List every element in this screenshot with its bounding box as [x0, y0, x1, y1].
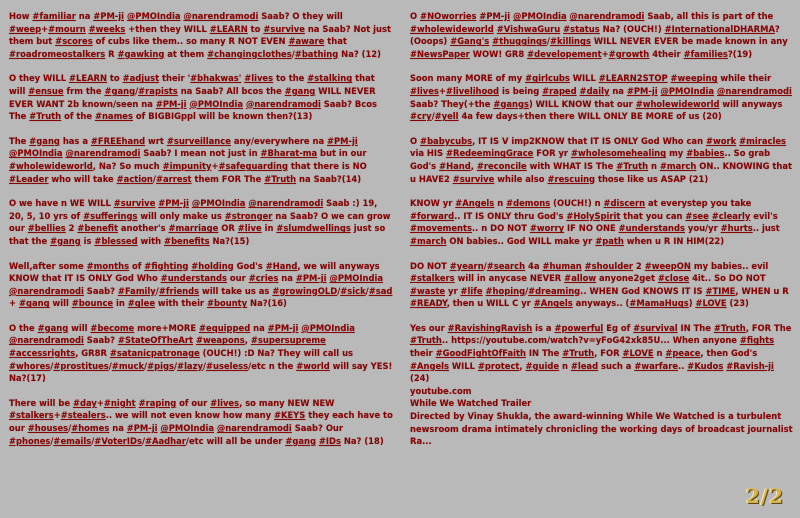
- hashtag-link[interactable]: #Truth: [562, 348, 595, 359]
- hashtag-link[interactable]: #PM-ji: [155, 98, 187, 109]
- hashtag-link[interactable]: #reconcile: [476, 160, 527, 171]
- tweet-paragraph-15: O we have n WE WILL #survive #PM-ji @PMOIndia @narendramodi Saab :) 19, 20, 5, 10 yrs of #sufferings will only make us #stronger na Saab? O we can grow our #bellies 2 #benefit another's #marriage OR #live in #slumdwellings just so that the #gang is #blessed with #benefits Na?(15): [9, 198, 391, 246]
- hashtag-link[interactable]: @narendramodi: [248, 198, 324, 209]
- hashtag-link[interactable]: @PMOIndia: [189, 98, 244, 109]
- tweet-paragraph-17: O the #gang will #become more+MORE #equipped na #PM-ji @PMOIndia @narendramodi Saab? #StateOfTheArt #weapons, #supersupreme #accessrights, GR8R #satanicpatronage (OUCH!) :D Na? They will call us #whores/#prostitues/#muck/#pigs/#lazy/#useless/etc n the #world will say YES! Na?(17): [9, 322, 393, 384]
- hashtag-link[interactable]: #VishwaGuru: [496, 23, 561, 34]
- hashtag-link[interactable]: #changingclothes: [207, 48, 292, 59]
- hashtag-link[interactable]: @narendramodi: [65, 148, 141, 159]
- hashtag-link[interactable]: #sick: [340, 285, 366, 296]
- hashtag-link[interactable]: #rapists: [138, 85, 178, 96]
- hashtag-link[interactable]: #sufferings: [83, 210, 138, 221]
- link-card-title[interactable]: While We Watched Trailer: [410, 398, 532, 409]
- hashtag-link[interactable]: #whores: [9, 360, 51, 371]
- link-card-description: Directed by Vinay Shukla, the award-winning While We Watched is a turbulent newsroom drama intimately chronicling the working days of broadcast journalist Ra...: [410, 411, 793, 447]
- hashtag-link[interactable]: #yell: [434, 111, 459, 122]
- hashtag-link[interactable]: #march: [410, 235, 447, 246]
- hashtag-link[interactable]: #guide: [525, 360, 560, 371]
- tweet-paragraph-13: O they WILL #LEARN to #adjust their '#bhakwas' #lives to the #stalking that will #ensue frm the #gang/#rapists na Saab? All bcos the #gang WILL NEVER EVER WANT 2b known/seen na #PM-ji @PMOIndia @narendramodi Saab? Bcos The #Truth of the #names of BIGBIGppl will be known then?(13): [9, 73, 377, 122]
- hashtag-link[interactable]: #bathing: [294, 48, 339, 59]
- hashtag-link[interactable]: #PM-ji: [267, 322, 299, 333]
- hashtag-link[interactable]: #understands: [160, 273, 228, 284]
- hashtag-link[interactable]: #raping: [138, 397, 177, 408]
- hashtag-link[interactable]: #phones: [9, 435, 51, 446]
- hashtag-link[interactable]: #sad: [368, 285, 393, 296]
- hashtag-link[interactable]: #close: [657, 273, 690, 284]
- hashtag-link[interactable]: #surveillance: [166, 135, 231, 146]
- hashtag-link[interactable]: #Hand: [265, 260, 298, 271]
- hashtag-link[interactable]: #weapons: [195, 335, 245, 346]
- hashtag-link[interactable]: #READY: [410, 298, 447, 309]
- tweet-paragraph-23: DO NOT #yearn/#search 4a #human #shoulder 2 #weepON my babies.. evil #stalkers will in anycase NEVER #allow anyone2get #close 4it.. So DO NOT #waste yr #life #hoping/#dreaming.. WHEN God KNOWS IT IS #TIME, WHEN u R #READY, then u WILL C yr #Angels anyways.. (#MamaHugs) #LOVE (23): [410, 260, 789, 309]
- hashtag-link[interactable]: #InternationalDHARMA: [664, 23, 775, 34]
- hashtag-link[interactable]: #peace: [665, 348, 701, 359]
- hashtag-link[interactable]: #slumdwellings: [276, 223, 351, 234]
- hashtag-link[interactable]: #thuggings: [492, 36, 547, 47]
- hashtag-link[interactable]: #Angels: [533, 298, 573, 309]
- hashtag-link[interactable]: #Angels: [455, 198, 495, 209]
- hashtag-link[interactable]: #powerful: [554, 322, 604, 333]
- hashtag-link[interactable]: #PM-ji: [295, 273, 327, 284]
- hashtag-link[interactable]: #scores: [55, 36, 93, 47]
- hashtag-link[interactable]: #LEARN: [69, 73, 108, 84]
- hashtag-link[interactable]: #RedeemingGrace: [445, 148, 534, 159]
- hashtag-link[interactable]: #human: [542, 260, 582, 271]
- hashtag-link[interactable]: #cry: [410, 111, 432, 122]
- hashtag-link[interactable]: #useless: [205, 360, 249, 371]
- hashtag-link[interactable]: @PMOIndia: [160, 423, 214, 434]
- hashtag-link[interactable]: #understands: [618, 223, 685, 234]
- hashtag-link[interactable]: #accessrights: [9, 348, 76, 359]
- hashtag-link[interactable]: #girlcubs: [525, 73, 570, 84]
- hashtag-link[interactable]: #babies: [686, 148, 725, 159]
- hashtag-link[interactable]: #day: [72, 397, 97, 408]
- hashtag-link[interactable]: @PMOIndia: [513, 11, 567, 21]
- hashtag-link[interactable]: @PMOIndia: [126, 11, 181, 21]
- hashtag-link[interactable]: #marriage: [168, 223, 219, 234]
- hashtag-link[interactable]: #benefits: [164, 235, 210, 246]
- hashtag-link[interactable]: #allow: [564, 273, 597, 284]
- hashtag-link[interactable]: #cries: [248, 273, 279, 284]
- hashtag-link[interactable]: #miracles: [739, 135, 787, 146]
- hashtag-link[interactable]: #fights: [739, 335, 775, 346]
- hashtag-link[interactable]: @narendramodi: [245, 98, 321, 109]
- hashtag-link[interactable]: @PMOIndia: [9, 148, 63, 159]
- hashtag-link[interactable]: #shoulder: [584, 260, 634, 271]
- hashtag-link[interactable]: #stealers: [60, 410, 106, 421]
- hashtag-link[interactable]: #HolySpirit: [566, 210, 621, 221]
- hashtag-link[interactable]: #wholesomehealing: [570, 148, 667, 159]
- hashtag-link[interactable]: #march: [659, 160, 697, 171]
- hashtag-link[interactable]: #pigs: [147, 360, 174, 371]
- hashtag-link[interactable]: #growingOLD: [272, 285, 338, 296]
- hashtag-link[interactable]: #ensue: [28, 85, 64, 96]
- hashtag-link[interactable]: #arrest: [155, 173, 192, 184]
- hashtag-link[interactable]: #FREEhand: [90, 135, 146, 146]
- hashtag-link[interactable]: #PM-ji: [126, 423, 158, 434]
- hashtag-link[interactable]: #emails: [53, 435, 92, 446]
- hashtag-link[interactable]: #forward: [410, 210, 455, 221]
- hashtag-link[interactable]: #NewsPaper: [410, 48, 470, 59]
- hashtag-link[interactable]: @narendramodi: [216, 423, 292, 434]
- hashtag-link[interactable]: #movements: [410, 223, 472, 234]
- hashtag-link[interactable]: #wholewideworld: [9, 160, 93, 171]
- hashtag-link[interactable]: #houses: [27, 423, 69, 434]
- hashtag-link[interactable]: #IDs: [318, 435, 341, 446]
- hashtag-link[interactable]: #NOworries: [420, 11, 477, 21]
- hashtag-link[interactable]: #satanicpatronage: [109, 348, 200, 359]
- hashtag-link[interactable]: #survive: [263, 23, 305, 34]
- hashtag-link[interactable]: #Gang's: [450, 36, 490, 47]
- hashtag-link[interactable]: #Hand: [439, 160, 471, 171]
- hashtag-link[interactable]: @PMOIndia: [191, 198, 246, 209]
- hashtag-link[interactable]: #benefit: [77, 223, 118, 234]
- hashtag-link[interactable]: #Aadhar: [145, 435, 186, 446]
- hashtag-link[interactable]: #wholewideworld: [635, 98, 720, 109]
- hashtag-link[interactable]: #babycubs: [420, 135, 473, 146]
- hashtag-link[interactable]: #gang: [29, 135, 60, 146]
- hashtag-link[interactable]: #Truth: [616, 160, 649, 171]
- hashtag-link[interactable]: #survival: [633, 322, 678, 333]
- hashtag-link[interactable]: #GoodFightOfFaith: [435, 348, 527, 359]
- hashtag-link[interactable]: #Angels: [410, 360, 449, 371]
- hashtag-link[interactable]: @narendramodi: [717, 85, 792, 96]
- tweet-text-24: Yes our #RavishingRavish is a #powerful Eg of #survival IN The #Truth, FOR The #Truth.. https://youtube.com/watch?v=yFoG42xk85U... When anyone #fights their #GoodFightOfFaith IN The #Truth, FOR #LOVE n #peace, then God's #Angels WILL #protect, #guide n #lead such a #warfare.. #Kudos #Ravish-ji (24): [410, 322, 792, 384]
- hashtag-link[interactable]: #stalkers: [410, 273, 455, 284]
- tweet-paragraph-24: [410, 322, 794, 448]
- hashtag-link[interactable]: #blessed: [94, 235, 138, 246]
- hashtag-link[interactable]: #warfare: [634, 360, 679, 371]
- hashtag-link[interactable]: #weep: [9, 23, 42, 34]
- hashtag-link[interactable]: #path: [595, 235, 624, 246]
- link-card-domain[interactable]: youtube.com: [410, 385, 472, 396]
- hashtag-link[interactable]: @narendramodi: [183, 11, 259, 21]
- hashtag-link[interactable]: #bellies: [27, 223, 66, 234]
- hashtag-link[interactable]: #world: [296, 360, 330, 371]
- hashtag-link[interactable]: #bounce: [71, 298, 114, 309]
- tweet-paragraph-12: How #familiar na #PM-ji @PMOIndia @narendramodi Saab? O they will #weep+#mourn #weeks +then they WILL #LEARN to #survive na Saab? Not just them but #scores of cubs like them.. so many R NOT EVEN #aware that #roadromeostalkers R #gawking at them #changingclothes/#bathing Na? (12): [9, 11, 391, 59]
- hashtag-link[interactable]: @narendramodi: [9, 285, 84, 296]
- hashtag-link[interactable]: #Kudos: [687, 360, 724, 371]
- hashtag-link[interactable]: #killings: [549, 36, 591, 47]
- hashtag-link[interactable]: #lazy: [177, 360, 203, 371]
- hashtag-link[interactable]: #dreaming: [528, 285, 581, 296]
- hashtag-link[interactable]: #bounty: [206, 298, 248, 309]
- hashtag-link[interactable]: #worry: [529, 223, 565, 234]
- hashtag-link[interactable]: #lives: [244, 73, 274, 84]
- hashtag-link[interactable]: #lives: [410, 85, 439, 96]
- hashtag-link[interactable]: #demons: [506, 198, 551, 209]
- hashtag-link[interactable]: #rescuing: [547, 173, 596, 184]
- hashtag-link[interactable]: #night: [103, 397, 136, 408]
- hashtag-link[interactable]: @PMOIndia: [660, 85, 715, 96]
- hashtag-link[interactable]: #growth: [608, 48, 650, 59]
- hashtag-link[interactable]: #developement: [527, 48, 602, 59]
- hashtag-link[interactable]: #survive: [452, 173, 495, 184]
- hashtag-link[interactable]: #work: [705, 135, 737, 146]
- hashtag-link[interactable]: #names: [94, 111, 133, 122]
- hashtag-link[interactable]: #KEYS: [273, 410, 306, 421]
- hashtag-link[interactable]: #adjust: [122, 73, 160, 84]
- hashtag-link[interactable]: #stronger: [224, 210, 273, 221]
- left-column: [9, 10, 393, 447]
- hashtag-link[interactable]: #hurts: [720, 223, 753, 234]
- hashtag-link[interactable]: #become: [90, 322, 135, 333]
- hashtag-link[interactable]: #gang: [37, 322, 69, 333]
- hashtag-link[interactable]: #Truth: [264, 173, 297, 184]
- page-number: 2/2: [745, 484, 784, 508]
- hashtag-link[interactable]: #muck: [111, 360, 145, 371]
- hashtag-link[interactable]: #friends: [158, 285, 200, 296]
- hashtag-link[interactable]: #LEARN: [209, 23, 248, 34]
- hashtag-link[interactable]: #holding: [191, 260, 234, 271]
- hashtag-link[interactable]: #StateOfTheArt: [117, 335, 194, 346]
- hashtag-link[interactable]: #aware: [288, 36, 325, 47]
- hashtag-link[interactable]: #bhakwas': [190, 73, 242, 84]
- hashtag-link[interactable]: #stalking: [307, 73, 353, 84]
- hashtag-link[interactable]: #status: [563, 23, 600, 34]
- right-column: [410, 10, 794, 448]
- tweet-paragraph-20: Soon many MORE of my #girlcubs WILL #LEARN2STOP #weeping while their #lives+#livelihood is being #raped #daily na #PM-ji @PMOIndia @narendramodi Saab? They(+the #gangs) WILL KNOW that our #wholewideworld will anyways #cry/#yell 4a few days+then there WILL ONLY BE MORE of us (20): [410, 73, 792, 122]
- hashtag-link[interactable]: #PM-ji: [158, 198, 189, 209]
- hashtag-link[interactable]: #Leader: [9, 173, 49, 184]
- hashtag-link[interactable]: #live: [237, 223, 262, 234]
- hashtag-link[interactable]: #gang: [284, 85, 316, 96]
- hashtag-link[interactable]: #impunity: [162, 160, 212, 171]
- hashtag-link[interactable]: #TIME: [705, 285, 736, 296]
- hashtag-link[interactable]: @PMOIndia: [301, 322, 355, 333]
- hashtag-link[interactable]: #equipped: [199, 322, 251, 333]
- hashtag-link[interactable]: #see: [685, 210, 709, 221]
- hashtag-link[interactable]: #gangs: [493, 98, 529, 109]
- hashtag-link[interactable]: #protect: [477, 360, 520, 371]
- hashtag-link[interactable]: #glee: [127, 298, 156, 309]
- hashtag-link[interactable]: #mourn: [48, 23, 86, 34]
- hashtag-link[interactable]: #LOVE: [622, 348, 654, 359]
- hashtag-link[interactable]: #Bharat-ma: [260, 148, 318, 159]
- hashtag-link[interactable]: #discern: [603, 198, 646, 209]
- hashtag-link[interactable]: #life: [460, 285, 483, 296]
- hashtag-link[interactable]: #prostitues: [53, 360, 109, 371]
- hashtag-link[interactable]: #hoping: [485, 285, 526, 296]
- hashtag-link[interactable]: #lead: [570, 360, 599, 371]
- hashtag-link[interactable]: #clearly: [711, 210, 751, 221]
- hashtag-link[interactable]: #gang: [50, 235, 81, 246]
- hashtag-link[interactable]: #livelihood: [445, 85, 500, 96]
- hashtag-link[interactable]: #families: [683, 48, 728, 59]
- hashtag-link[interactable]: #RavishingRavish: [447, 322, 533, 333]
- tweet-paragraph-21: O #babycubs, IT IS V imp2KNOW that IT IS ONLY God Who can #work #miracles via HIS #RedeemingGrace FOR yr #wholesomehealing my #babies.. So grab God's #Hand, #reconcile with WHAT IS The #Truth n #march ON.. KNOWING that u HAVE2 #survive while also #rescuing those like us ASAP (21): [410, 135, 793, 184]
- hashtag-link[interactable]: #gawking: [117, 48, 165, 59]
- hashtag-link[interactable]: @narendramodi: [9, 335, 84, 346]
- hashtag-link[interactable]: #supersupreme: [250, 335, 326, 346]
- hashtag-link[interactable]: #Ravish-ji: [726, 360, 774, 371]
- hashtag-link[interactable]: #VoterIDs: [94, 435, 142, 446]
- hashtag-link[interactable]: #Truth: [713, 322, 746, 333]
- hashtag-link[interactable]: #survive: [113, 198, 156, 209]
- hashtag-link[interactable]: #weeks: [88, 23, 126, 34]
- hashtag-link[interactable]: #wholewideworld: [410, 23, 494, 34]
- hashtag-link[interactable]: @PMOIndia: [329, 273, 384, 284]
- hashtag-link[interactable]: #PM-ji: [479, 11, 511, 21]
- hashtag-link[interactable]: #PM-ji: [93, 11, 125, 21]
- hashtag-link[interactable]: #waste: [410, 285, 446, 296]
- hashtag-link[interactable]: #action: [116, 173, 153, 184]
- hashtag-link[interactable]: #Truth: [29, 111, 62, 122]
- hashtag-link[interactable]: #stalkers: [9, 410, 54, 421]
- hashtag-link[interactable]: #gang: [104, 85, 136, 96]
- hashtag-link[interactable]: #PM-ji: [327, 135, 358, 146]
- hashtag-link[interactable]: #Truth: [410, 335, 442, 346]
- hashtag-link[interactable]: #months: [86, 260, 130, 271]
- hashtag-link[interactable]: #weeping: [670, 73, 718, 84]
- hashtag-link[interactable]: #LOVE: [695, 298, 727, 309]
- hashtag-link[interactable]: #daily: [579, 85, 610, 96]
- hashtag-link[interactable]: #PM-ji: [626, 85, 658, 96]
- hashtag-link[interactable]: #LEARN2STOP: [598, 73, 668, 84]
- hashtag-link[interactable]: #search: [486, 260, 526, 271]
- tweet-paragraph-14: The #gang has a #FREEhand wrt #surveillance any/everywhere na #PM-ji @PMOIndia @narendramodi Saab? I mean not just in #Bharat-ma but in our #wholewideworld, Na? So much #impunity+#safeguarding that there is NO #Leader who will take #action/#arrest them FOR The #Truth na Saab?(14): [9, 135, 367, 184]
- hashtag-link[interactable]: #Family: [117, 285, 156, 296]
- hashtag-link[interactable]: #lives: [210, 397, 240, 408]
- hashtag-link[interactable]: #familiar: [32, 11, 76, 21]
- hashtag-link[interactable]: #homes: [71, 423, 110, 434]
- hashtag-link[interactable]: #raped: [542, 85, 577, 96]
- hashtag-link[interactable]: #safeguarding: [218, 160, 289, 171]
- hashtag-link[interactable]: #yearn: [449, 260, 484, 271]
- hashtag-link[interactable]: #gang: [18, 298, 50, 309]
- hashtag-link[interactable]: @narendramodi: [569, 11, 645, 21]
- tweet-paragraph-16: Well,after some #months of #fighting #holding God's #Hand, we will anyways KNOW that IT IS ONLY God Who #understands our #cries na #PM-ji @PMOIndia @narendramodi Saab? #Family/#friends will take us as #growingOLD/#sick/#sad + #gang will #bounce in #glee with their #bounty Na?(16): [9, 260, 393, 309]
- hashtag-link[interactable]: #weepON: [644, 260, 691, 271]
- hashtag-link[interactable]: #gang: [285, 435, 316, 446]
- tweet-paragraph-19: O #NOworries #PM-ji @PMOIndia @narendramodi Saab, all this is part of the #wholewideworld #VishwaGuru #status Na? (OUCH!) #InternationalDHARMA? (Ooops) #Gang's #thuggings/#killings WILL NEVER EVER be made known in any #NewsPaper WOW! GR8 #developement+#growth 4their #families?(19): [410, 11, 788, 59]
- tweet-paragraph-22: KNOW yr #Angels n #demons (OUCH!) n #discern at everystep you take #forward.. IT IS ONLY thru God's #HolySpirit that you can #see #clearly evil's #movements.. n DO NOT #worry IF NO ONE #understands you/yr #hurts.. just #march ON babies.. God WILL make yr #path when u R IN HIM(22): [410, 198, 780, 246]
- hashtag-link[interactable]: #roadromeostalkers: [9, 48, 106, 59]
- hashtag-link[interactable]: #MamaHugs: [629, 298, 689, 309]
- tweet-paragraph-18: There will be #day+#night #raping of our #lives, so many NEW NEW #stalkers+#stealers.. we will not even know how many #KEYS they each have to our #houses/#homes na #PM-ji @PMOIndia @narendramodi Saab? Our #phones/#emails/#VoterIDs/#Aadhar/etc will all be under #gang #IDs Na? (18): [9, 397, 393, 446]
- hashtag-link[interactable]: #fighting: [144, 260, 189, 271]
